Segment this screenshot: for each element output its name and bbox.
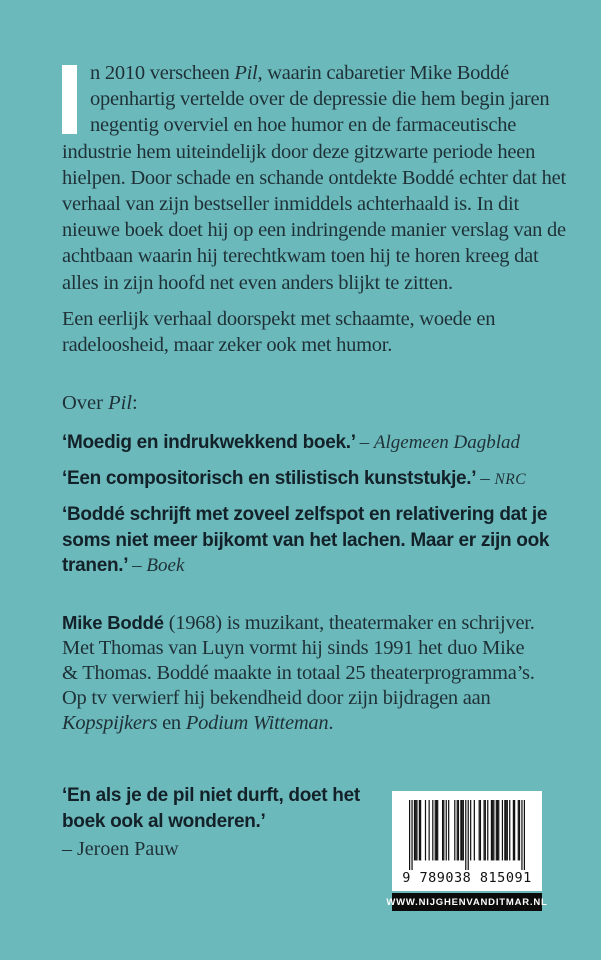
review-quote-1-attribution — [360, 432, 520, 453]
review-quote-2-attribution — [480, 468, 526, 489]
bio-text-3: . — [328, 712, 334, 734]
review-quote-3-text: ‘Boddé schrijft met zoveel zelfspot en relativering dat je soms niet meer bijkomt van het lachen. Maar er zijn ook tranen.’ — [62, 504, 550, 576]
bio-text-1: (1968) is muzikant, theatermaker en schrijver. Met Thomas van Luyn vormt hij sinds 1991 het duo Mike & Thomas. Boddé maakte in totaal 25 theaterprogramma’s. Op tv verwierf hij bekendheid door zijn bijdragen aan — [62, 612, 535, 709]
dash: – — [480, 468, 490, 489]
review-quote-1-source: Algemeen Dagblad — [373, 432, 521, 453]
dash: – — [132, 555, 142, 576]
footer-quote-attribution: – Jeroen Pauw — [62, 838, 179, 860]
drop-cap-i — [62, 65, 77, 134]
bio-text-2: en — [157, 712, 186, 734]
review-quote-3-source: Boek — [146, 555, 185, 576]
review-quote-1 — [62, 430, 567, 456]
publisher-website-url: WWW.NIJGHENVANDITMAR.NL — [386, 896, 548, 908]
reviews-heading — [62, 392, 138, 415]
blurb-paragraph-2: Een eerlijk verhaal doorspekt met schaamte, woede en radeloosheid, maar zeker ook met humor. — [62, 308, 496, 356]
barcode — [392, 791, 542, 891]
blurb-p1-text-start: n 2010 verscheen — [90, 62, 235, 84]
barcode-bars-icon — [409, 800, 525, 870]
blurb-p1-text-rest: , waarin cabaretier Mike Boddé openhartig vertelde over de depressie die hem begin jaren negentig overviel en hoe humor en de farmaceutische industrie hem uiteindelijk door deze gitzwarte periode heen hielpen. Door schade en schande ontdekte Boddé echter dat het verhaal van zijn bestseller inmiddels achterhaald is. In dit nieuwe boek doet hij op een indringende manier verslag van de achtbaan waarin hij terechtkwam toen hij te horen kreeg dat alles in zijn hoofd net even anders blijkt te zitten. — [62, 62, 566, 294]
review-quote-1-text: ‘Moedig en indrukwekkend boek.’ — [62, 432, 355, 453]
reviews-heading-title-italic: Pil — [108, 392, 133, 414]
isbn-number: 9 789038 815091 — [402, 870, 532, 886]
footer-quote-text: ‘En als je de pil niet durft, doet het boek ook al wonderen.’ — [62, 785, 360, 832]
review-quote-2-text: ‘Een compositorisch en stilistisch kunststukje.’ — [62, 468, 476, 489]
show-title-podium-witteman-italic: Podium Witteman — [185, 712, 329, 734]
author-name: Mike Boddé — [62, 612, 164, 633]
book-title-pil-italic: Pil — [234, 62, 258, 84]
review-quote-3 — [62, 502, 562, 579]
author-bio — [62, 610, 542, 736]
dash: – — [359, 432, 370, 453]
publisher-website-strip — [386, 893, 548, 911]
review-quote-3-attribution — [132, 555, 184, 576]
show-title-kopspijkers-italic: Kopspijkers — [62, 712, 158, 734]
blurb-paragraph-1 — [62, 60, 567, 296]
reviews-heading-prefix: Over — [62, 392, 109, 414]
review-quote-2 — [62, 466, 567, 493]
reviews-heading-suffix: : — [132, 392, 138, 414]
review-quote-2-source: NRC — [494, 471, 527, 488]
